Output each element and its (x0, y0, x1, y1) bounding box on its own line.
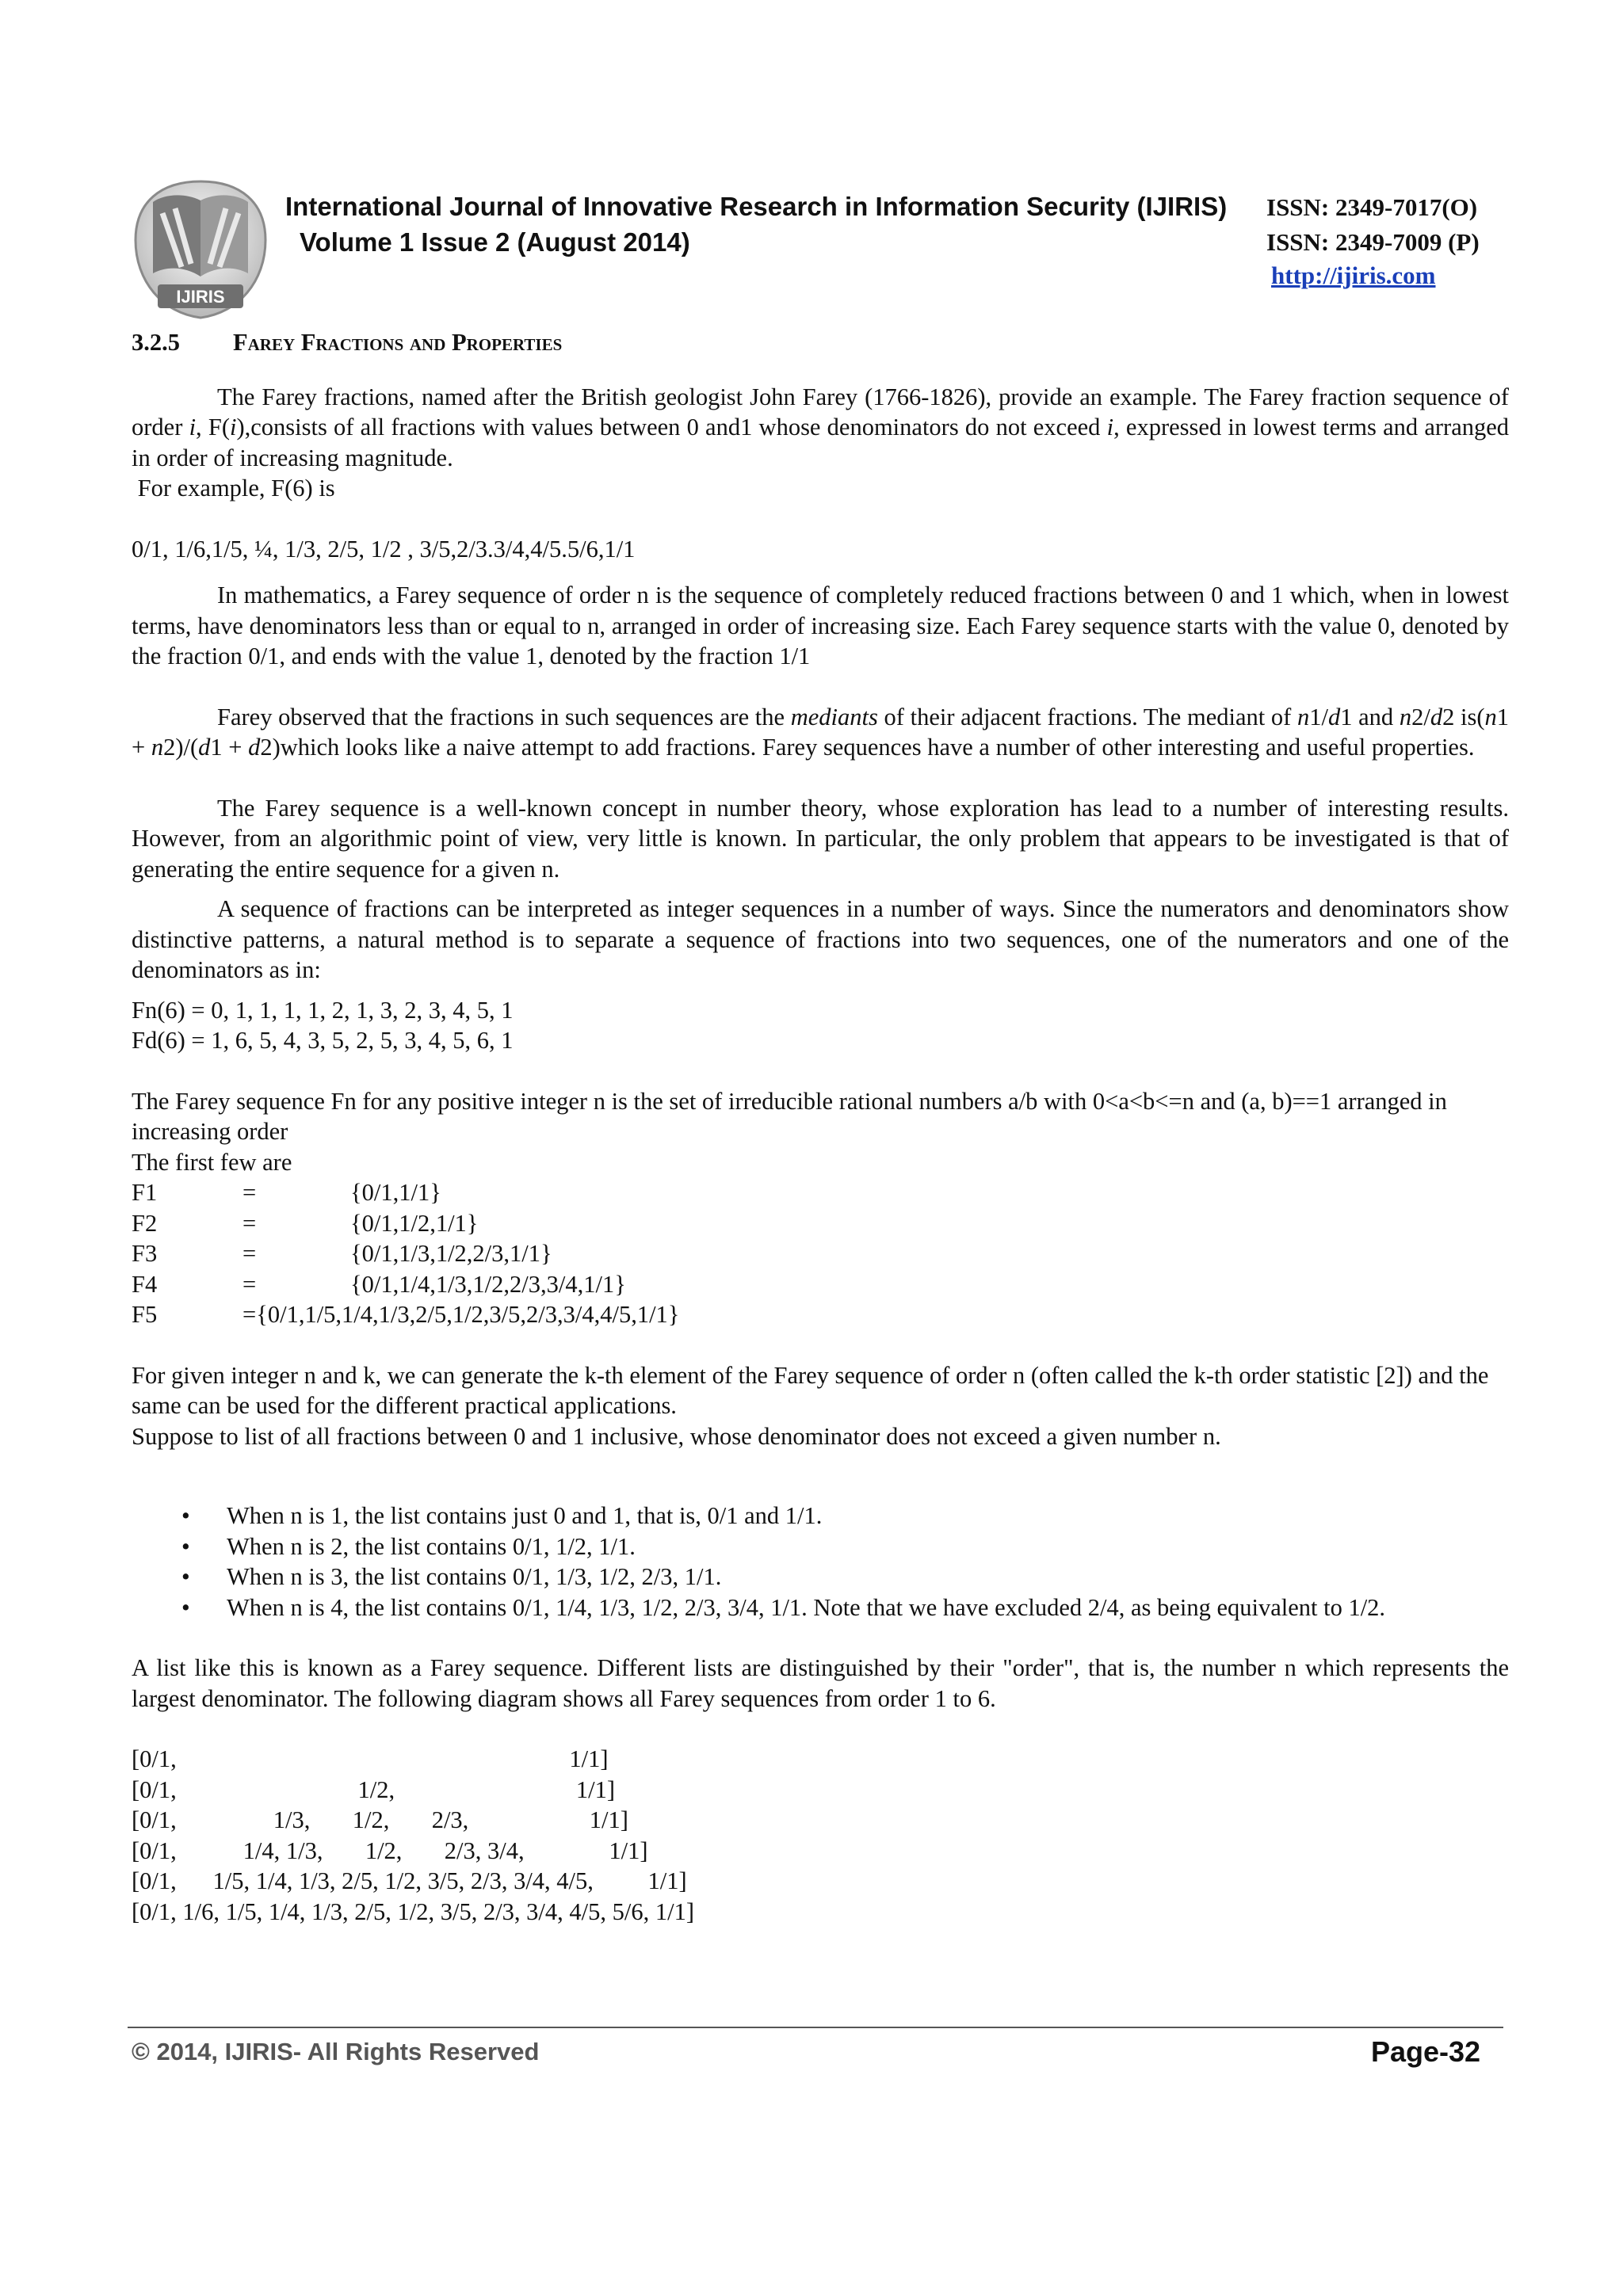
svg-text:IJIRIS: IJIRIS (176, 287, 225, 307)
first-few-label: The first few are (132, 1148, 292, 1176)
bullet-list (132, 1501, 1509, 1623)
journal-volume: Volume 1 Issue 2 (August 2014) (300, 227, 690, 257)
section-title: Farey Fractions and Properties (233, 329, 563, 356)
paragraph-farey-set-definition: The Farey sequence Fn for any positive integer n is the set of irreducible rational numbers a/b with 0<a<b<=n and (a, b)==1 arranged in increasing order (132, 1087, 1447, 1145)
paragraph-kth-element: For given integer n and k, we can generate the k-th element of the Farey sequence of order n (often called the k-th order statistic [2]) and the same can be used for the different practical applications. (132, 1361, 1489, 1419)
f6-sequence-line: 0/1, 1/6,1/5, ¼, 1/3, 2/5, 1/2 , 3/5,2/3.3/4,4/5.5/6,1/1 (132, 535, 636, 563)
journal-title: International Journal of Innovative Research in Information Security (IJIRIS) (285, 192, 1228, 221)
farey-order-list (132, 1177, 1509, 1330)
section-number: 3.2.5 (132, 329, 180, 356)
diagram-row: [0/1, 1/5, 1/4, 1/3, 2/5, 1/2, 3/5, 2/3, 3/4, 4/5, 1/1] (132, 1867, 687, 1894)
footer-copyright: © 2014, IJIRIS- All Rights Reserved (132, 2038, 540, 2065)
issn-online: ISSN: 2349-7017(O) (1266, 193, 1478, 221)
list-item: • When n is 2, the list contains 0/1, 1/2, 1/1. (227, 1531, 1509, 1562)
diagram-row: [0/1, 1/6, 1/5, 1/4, 1/3, 2/5, 1/2, 3/5, 2/3, 3/4, 4/5, 5/6, 1/1] (132, 1897, 694, 1925)
paragraph-integer-sequences: A sequence of fractions can be interpreted as integer sequences in a number of ways. Since the numerators and denominators show distinctive patterns, a natural method is to separate a sequence of fractions into two sequences, one of the numerators and one of the denominators as in: (132, 895, 1509, 983)
journal-url-link[interactable]: http://ijiris.com (1271, 261, 1436, 289)
article-body (132, 327, 1509, 1927)
issn-print: ISSN: 2349-7009 (P) (1266, 228, 1480, 256)
diagram-row: [0/1, 1/3, 1/2, 2/3, 1/1] (132, 1806, 628, 1833)
list-item: • When n is 4, the list contains 0/1, 1/4, 1/3, 1/2, 2/3, 3/4, 1/1. Note that we have excluded 2/4, as being equivalent to 1/2. (227, 1592, 1509, 1623)
farey-row: F2 = {0/1,1/2,1/1} (132, 1209, 479, 1237)
footer-rule (128, 2027, 1503, 2028)
paragraph-farey-mathematics: In mathematics, a Farey sequence of order n is the sequence of completely reduced fractions between 0 and 1 which, when in lowest terms, have denominators less than or equal to n, arranged in order of increasing size. Each Farey sequence starts with the value 0, denoted by the fraction 0/1, and ends with the value 1, denoted by the fraction 1/1 (132, 582, 1509, 669)
section-heading (132, 327, 1509, 358)
list-item: • When n is 1, the list contains just 0 and 1, that is, 0/1 and 1/1. (227, 1501, 1509, 1531)
farey-row: F3 = {0/1,1/3,1/2,2/3,1/1} (132, 1240, 552, 1267)
diagram-row: [0/1, 1/4, 1/3, 1/2, 2/3, 3/4, 1/1] (132, 1836, 648, 1864)
diagram-row: [0/1, 1/2, 1/1] (132, 1775, 615, 1803)
paragraph-farey-order: A list like this is known as a Farey sequence. Different lists are distinguished by their "order", that is, the number n which represents the largest denominator. The following diagram shows all Farey sequences from order 1 to 6. (132, 1654, 1509, 1712)
paragraph-example-intro: For example, F(6) is (132, 475, 335, 502)
list-item: • When n is 3, the list contains 0/1, 1/3, 1/2, 2/3, 1/1. (227, 1562, 1509, 1592)
paragraph-suppose: Suppose to list of all fractions between 0 and 1 inclusive, whose denominator does not exceed a given number n. (132, 1422, 1221, 1450)
farey-row: F1 = {0/1,1/1} (132, 1179, 441, 1206)
fd6-sequence: Fd(6) = 1, 6, 5, 4, 3, 5, 2, 5, 3, 4, 5, 6, 1 (132, 1027, 514, 1054)
paragraph-number-theory: The Farey sequence is a well-known concept in number theory, whose exploration has lead to a number of interesting results. However, from an algorithmic point of view, very little is known. In particular, the only problem that appears to be investigated is that of generating the entire sequence for a given n. (132, 794, 1509, 883)
page-number: Page-32 (1371, 2035, 1481, 2068)
journal-logo (129, 178, 272, 321)
farey-row: F5 ={0/1,1/5,1/4,1/3,2/5,1/2,3/5,2/3,3/4,4/5,1/1} (132, 1301, 680, 1328)
farey-row: F4 = {0/1,1/4,1/3,1/2,2/3,3/4,1/1} (132, 1270, 626, 1298)
farey-diagram (132, 1744, 1509, 1927)
diagram-row: [0/1, 1/1] (132, 1745, 609, 1772)
paragraph-farey-definition: The Farey fractions, named after the British geologist John Farey (1766-1826), provide an example. The Farey fraction sequence of order i, F(i),consists of all fractions with values between 0 and1 whose denominators do not exceed i, expressed in lowest terms and arranged in order of increasing magnitude. (132, 383, 1510, 471)
fn6-sequence: Fn(6) = 0, 1, 1, 1, 1, 2, 1, 3, 2, 3, 4, 5, 1 (132, 996, 514, 1024)
paragraph-mediants: Farey observed that the fractions in such sequences are the mediants of their adjacent fractions. The mediant of n1/d1 and n2/d2 is(n1 + n2)/(d1 + d2)which looks like a naive attempt to add fractions. Farey sequences have a number of other interesting and useful properties. (132, 703, 1509, 761)
